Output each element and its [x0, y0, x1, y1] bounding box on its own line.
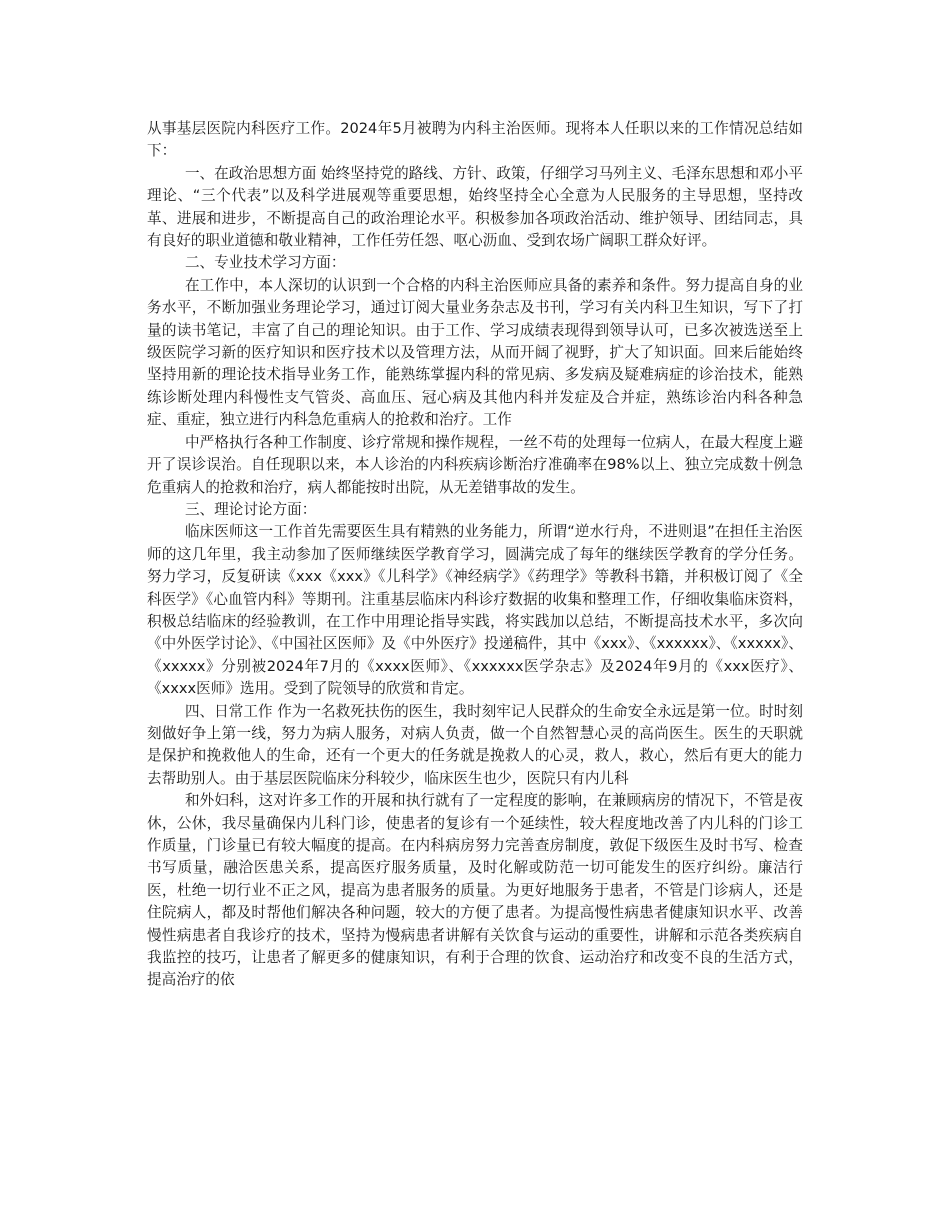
paragraph-work-procedures: 中严格执行各种工作制度、诊疗常规和操作规程，一丝不苟的处理每一位病人，在最大程度上避开了误诊误治。自任现职以来，本人诊治的内科疾病诊断治疗准确率在98%以上、独立完成数十例急危重病人的抢救和治疗，病人都能按时出院，从无差错事故的发生。: [147, 433, 803, 496]
paragraph-political-thought: 一、在政治思想方面 始终坚持党的路线、方针、政策，仔细学习马列主义、毛泽东思想和邓小平理论、“三个代表”以及科学进展观等重要思想，始终坚持全心全意为人民服务的主导思想，坚持改革、进展和进步，不断提高自己的政治理论水平。积极参加各项政治活动、维护领导、团结同志，具有良好的职业道德和敬业精神，工作任劳任怨、呕心沥血、受到农场广阔职工群众好评。: [147, 164, 803, 250]
heading-theory-discussion: 三、理论讨论方面：: [184, 500, 317, 518]
paragraph-daily-work-continued: 和外妇科，这对许多工作的开展和执行就有了一定程度的影响，在兼顾病房的情况下，不管是夜休，公休，我尽量确保内儿科门诊，使患者的复诊有一个延续性，较大程度地改善了内儿科的门诊工作质量，门诊量已有较大幅度的提高。在内科病房努力完善查房制度，敦促下级医生及时书写、检查书写质量，融洽医患关系，提高医疗服务质量，及时化解或防范一切可能发生的医疗纠纷。廉洁行医，杜绝一切行业不正之风，提高为患者服务的质量。为更好地服务于患者，不管是门诊病人，还是住院病人，都及时帮他们解决各种问题，较大的方便了患者。为提高慢性病患者健康知识水平、改善慢性病患者自我诊疗的技术，坚持为慢病患者讲解有关饮食与运动的重要性，讲解和示范各类疾病自我监控的技巧，让患者了解更多的健康知识，有利于合理的饮食、运动治疗和改变不良的生活方式，提高治疗的依: [147, 792, 803, 989]
paragraph-theory-discussion: 临床医师这一工作首先需要医生具有精熟的业务能力，所谓“逆水行舟，不进则退”在担任主治医师的这几年里，我主动参加了医师继续医学教育学习，圆满完成了每年的继续医学教育的学分任务。努力学习，反复研读《xxx《xxx》《儿科学》《神经病学》《药理学》等教科书籍，并积极订阅了《全科医学》《心血管内科》等期刊。注重基层临床内科诊疗数据的收集和整理工作，仔细收集临床资料，积极总结临床的经验教训，在工作中用理论指导实践，将实践加以总结，不断提高技术水平，多次向《中外医学讨论》、《中国社区医师》及《中外医疗》投递稿件，其中《xxx》、《xxxxxx》、《xxxxx》、《xxxxx》分别被2024年7月的《xxxx医师》、《xxxxxx医学杂志》及2024年9月的《xxx医疗》、《xxxx医师》选用。受到了院领导的欣赏和肯定。: [147, 523, 803, 698]
document-page: [147, 118, 803, 992]
paragraph-intro: 从事基层医院内科医疗工作。2024年5月被聘为内科主治医师。现将本人任职以来的工作情况总结如下：: [147, 120, 803, 160]
heading-professional-study: 二、专业技术学习方面：: [184, 254, 346, 272]
paragraph-professional-study: 在工作中，本人深切的认识到一个合格的内科主治医师应具备的素养和条件。努力提高自身的业务水平，不断加强业务理论学习，通过订阅大量业务杂志及书刊，学习有关内科卫生知识，写下了打量的读书笔记，丰富了自己的理论知识。由于工作、学习成绩表现得到领导认可，已多次被选送至上级医院学习新的医疗知识和医疗技术以及管理方法，从而开阔了视野，扩大了知识面。回来后能始终坚持用新的理论技术指导业务工作，能熟练掌握内科的常见病、多发病及疑难病症的诊治技术，能熟练诊断处理内科慢性支气管炎、高血压、冠心病及其他内科并发症及合并症，熟练诊治内科各种急症、重症，独立进行内科急危重病人的抢救和治疗。工作: [147, 276, 803, 429]
paragraph-daily-work: 四、日常工作 作为一名救死扶伤的医生，我时刻牢记人民群众的生命安全永远是第一位。时时刻刻做好争上第一线，努力为病人服务，对病人负责，做一个自然智慧心灵的高尚医生。医生的天职就是保护和挽救他人的生命，还有一个更大的任务就是挽救人的心灵，救人，救心，然后有更大的能力去帮助别人。由于基层医院临床分科较少，临床医生也少，医院只有内儿科: [147, 702, 803, 787]
